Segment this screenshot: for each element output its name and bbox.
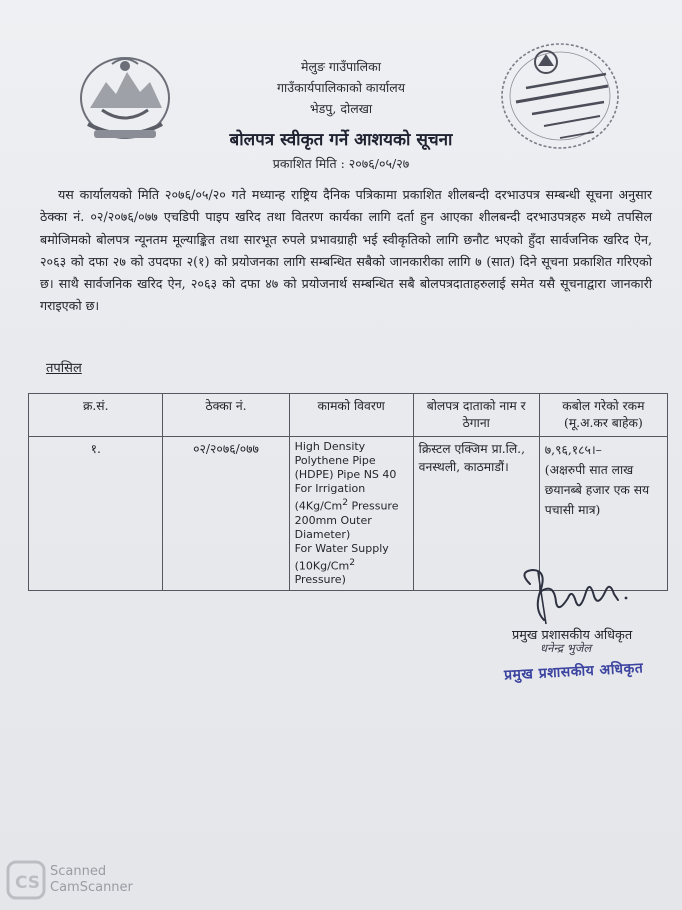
desc-fragment: Pressure — [348, 499, 399, 513]
signatory-name: धनेन्द्र भुजेल — [540, 641, 592, 655]
superscript: 2 — [342, 497, 349, 508]
desc-line — [295, 556, 408, 588]
bid-amount-words: (अक्षरुपी सात लाख छयानब्बे हजार एक सय पचासी मात्र) — [544, 463, 650, 517]
bid-amount-figure: ७,९६,१८५।– — [544, 443, 602, 457]
desc-line: High Density — [294, 440, 366, 453]
superscript: 2 — [349, 556, 356, 568]
watermark-logo-text: CS — [15, 873, 41, 893]
header-contract-no: ठेक्का नं. — [163, 394, 289, 437]
desc-line: (HDPE) Pipe NS 40 — [294, 468, 397, 481]
desc-line: Diameter) — [294, 527, 351, 541]
desc-line: Polythene Pipe — [294, 454, 376, 467]
watermark-line: CamScanner — [50, 880, 133, 895]
role-stamp: प्रमुख प्रशासकीय अधिकृत — [503, 660, 644, 684]
header-work-description: कामको विवरण — [289, 394, 413, 437]
notice-title: बोलपत्र स्वीकृत गर्ने आशयको सूचना — [229, 130, 453, 150]
watermark-text — [50, 864, 133, 896]
header-line-address: भेडपु, दोलखा — [309, 101, 373, 116]
table-header-row — [29, 394, 668, 437]
desc-fragment: Pressure) — [294, 573, 346, 587]
desc-fragment: (10Kg/Cm — [294, 559, 350, 573]
details-heading: तपसिल — [46, 361, 82, 376]
cell-work-description — [289, 437, 413, 591]
header-serial: क्र.सं. — [29, 394, 163, 437]
publish-date: प्रकाशित मिति : २०७६/०५/२७ — [272, 156, 410, 171]
header-line-office: गाउँकार्यपालिकाको कार्यालय — [277, 80, 405, 95]
signatory-role: प्रमुख प्रशासकीय अधिकृत — [512, 628, 633, 643]
signature-icon — [510, 562, 640, 632]
office-seal-icon — [496, 38, 624, 154]
header-bidder: बोलपत्र दाताको नाम र ठेगाना — [413, 394, 539, 437]
header-line-municipality: मेलुङ गाउँपालिका — [301, 59, 381, 74]
cell-bidder: क्रिस्टल एक्जिम प्रा.लि., वनस्थली, काठमाडौं। — [413, 437, 539, 591]
watermark-line: Scanned — [50, 864, 107, 879]
cell-contract-no: ०२/२०७६/०७७ — [163, 437, 289, 591]
desc-line: 200mm Outer — [294, 513, 372, 527]
cell-serial: १. — [29, 437, 163, 591]
desc-line — [295, 496, 408, 514]
desc-line: For Water Supply — [294, 541, 389, 555]
desc-fragment: (4Kg/Cm — [294, 499, 343, 513]
header-bid-amount: कबोल गरेको रकम (मू.अ.कर बाहेक) — [539, 394, 667, 437]
notice-body: यस कार्यालयको मिति २०७६/०५/२० गते मध्यान्ह राष्ट्रिय दैनिक पत्रिकामा प्रकाशित शीलबन्दी दरभाउपत्र सम्बन्धी सूचना अनुसार ठेक्का नं. ०२/२०७६/०७७ एचडिपी पाइप खरिद तथा वितरण कार्यका लागि दर्ता हुन आएका शीलबन्दी दरभाउपत्रहरु मध्ये तपसिल बमोजिमको बोलपत्र न्यूनतम मूल्याङ्कित तथा सारभूत रुपले प्रभावग्राही भई स्वीकृतिको लागि छनौट भएको हुँदा सार्वजनिक खरिद ऐन, २०६३ को दफा २७ को उपदफा २(१) को प्रयोजनका लागि सम्बन्धित सबैको जानकारीका लागि ७ (सात) दिने सूचना प्रकाशित गरिएको छ। साथै सार्वजनिक खरिद ऐन, २०६३ को दफा ४७ को प्रयोजनार्थ सम्बन्धित सबै बोलपत्रदाताहरुलाई समेत यसै सूचनाद्वारा जानकारी गराइएको छ। — [40, 187, 652, 314]
desc-line: For Irrigation — [294, 482, 366, 495]
